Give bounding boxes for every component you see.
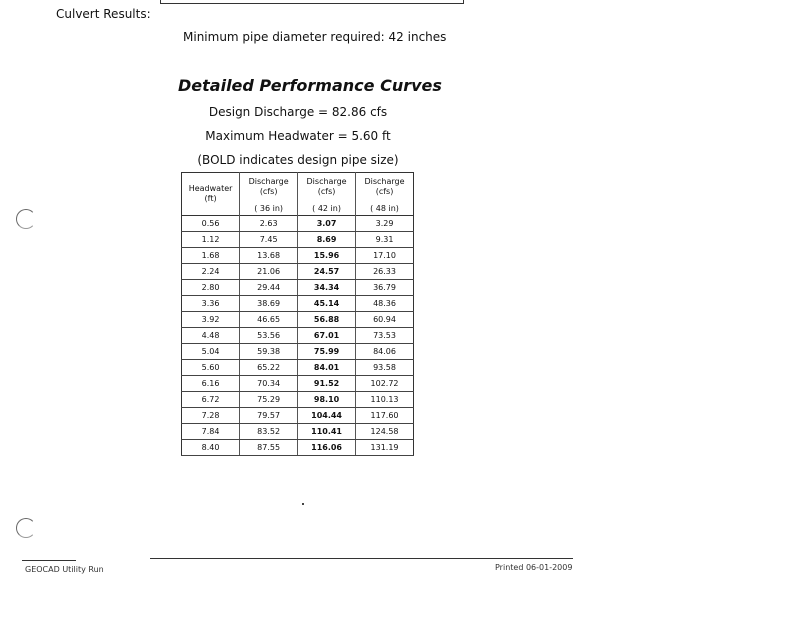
table-cell: 7.84	[182, 424, 240, 440]
table-cell: 24.57	[298, 264, 356, 280]
table-row	[182, 344, 414, 360]
table-cell: 1.12	[182, 232, 240, 248]
table-cell: 48.36	[356, 296, 414, 312]
table-cell: 117.60	[356, 408, 414, 424]
header-headwater-label: Headwater	[188, 184, 233, 193]
table-cell: 3.07	[298, 216, 356, 232]
table-cell: 6.16	[182, 376, 240, 392]
table-cell: 2.63	[240, 216, 298, 232]
table-cell: 15.96	[298, 248, 356, 264]
table-cell: 67.01	[298, 328, 356, 344]
design-discharge: Design Discharge = 82.86 cfs	[208, 105, 388, 119]
table-row	[182, 232, 414, 248]
header-discharge-unit: (cfs)	[317, 187, 336, 196]
footer-rule-left	[22, 560, 76, 561]
table-row	[182, 216, 414, 232]
table-cell: 60.94	[356, 312, 414, 328]
table-cell: 91.52	[298, 376, 356, 392]
punch-hole-icon	[16, 518, 36, 538]
table-row	[182, 312, 414, 328]
table-cell: 46.65	[240, 312, 298, 328]
header-discharge-unit: (cfs)	[375, 187, 394, 196]
table-cell: 102.72	[356, 376, 414, 392]
table-cell: 2.24	[182, 264, 240, 280]
table-row	[182, 440, 414, 456]
top-border-rule	[160, 0, 464, 4]
table-cell: 13.68	[240, 248, 298, 264]
min-diameter-text: Minimum pipe diameter required: 42 inches	[183, 30, 447, 44]
table-cell: 75.29	[240, 392, 298, 408]
table-cell: 29.44	[240, 280, 298, 296]
footer-rule	[150, 558, 573, 559]
header-discharge-unit: (cfs)	[259, 187, 278, 196]
table-cell: 104.44	[298, 408, 356, 424]
table-row	[182, 408, 414, 424]
table-cell: 9.31	[356, 232, 414, 248]
table-cell: 5.60	[182, 360, 240, 376]
table-cell: 84.06	[356, 344, 414, 360]
table-cell: 116.06	[298, 440, 356, 456]
table-row	[182, 376, 414, 392]
header-size-36: ( 36 in)	[240, 201, 298, 216]
footer-left: GEOCAD Utility Run	[25, 565, 104, 574]
table-cell: 45.14	[298, 296, 356, 312]
table-cell: 7.28	[182, 408, 240, 424]
table-cell: 98.10	[298, 392, 356, 408]
table-cell: 83.52	[240, 424, 298, 440]
table-cell: 70.34	[240, 376, 298, 392]
table-row	[182, 360, 414, 376]
table-cell: 110.41	[298, 424, 356, 440]
table-cell: 5.04	[182, 344, 240, 360]
page-title: Detailed Performance Curves	[178, 76, 442, 95]
table-cell: 38.69	[240, 296, 298, 312]
header-discharge-label: Discharge	[248, 177, 289, 186]
bold-note: (BOLD indicates design pipe size)	[197, 153, 399, 167]
table-cell: 73.53	[356, 328, 414, 344]
table-cell: 17.10	[356, 248, 414, 264]
table-cell: 53.56	[240, 328, 298, 344]
header-headwater	[182, 173, 240, 216]
table-cell: 6.72	[182, 392, 240, 408]
table-cell: 59.38	[240, 344, 298, 360]
table-cell: 2.80	[182, 280, 240, 296]
speck	[302, 503, 304, 505]
performance-table	[181, 172, 414, 456]
table-cell: 1.68	[182, 248, 240, 264]
table-cell: 7.45	[240, 232, 298, 248]
table-cell: 36.79	[356, 280, 414, 296]
header-discharge-48	[356, 173, 414, 202]
table-cell: 65.22	[240, 360, 298, 376]
table-row	[182, 424, 414, 440]
header-discharge-label: Discharge	[364, 177, 405, 186]
table-cell: 87.55	[240, 440, 298, 456]
table-row	[182, 248, 414, 264]
table-cell: 93.58	[356, 360, 414, 376]
table-cell: 124.58	[356, 424, 414, 440]
table-cell: 131.19	[356, 440, 414, 456]
table-cell: 3.29	[356, 216, 414, 232]
table-cell: 34.34	[298, 280, 356, 296]
table-cell: 3.36	[182, 296, 240, 312]
footer-right: Printed 06-01-2009	[495, 563, 573, 572]
table-cell: 56.88	[298, 312, 356, 328]
table-cell: 26.33	[356, 264, 414, 280]
table-cell: 79.57	[240, 408, 298, 424]
header-size-42: ( 42 in)	[298, 201, 356, 216]
punch-hole-icon	[16, 209, 36, 229]
header-headwater-unit: (ft)	[204, 194, 217, 203]
header-discharge-36	[240, 173, 298, 202]
table-cell: 4.48	[182, 328, 240, 344]
table-cell: 3.92	[182, 312, 240, 328]
table-cell: 8.69	[298, 232, 356, 248]
header-size-48: ( 48 in)	[370, 203, 399, 213]
table-row	[182, 264, 414, 280]
max-headwater: Maximum Headwater = 5.60 ft	[205, 129, 391, 143]
table-cell: 21.06	[240, 264, 298, 280]
table-cell: 84.01	[298, 360, 356, 376]
table-cell: 0.56	[182, 216, 240, 232]
header-discharge-label: Discharge	[306, 177, 347, 186]
table-row	[182, 328, 414, 344]
header-discharge-42	[298, 173, 356, 202]
table-row	[182, 280, 414, 296]
table-cell: 8.40	[182, 440, 240, 456]
table-cell: 110.13	[356, 392, 414, 408]
table-row	[182, 296, 414, 312]
section-label: Culvert Results:	[56, 7, 151, 21]
table-cell: 75.99	[298, 344, 356, 360]
table-row	[182, 392, 414, 408]
